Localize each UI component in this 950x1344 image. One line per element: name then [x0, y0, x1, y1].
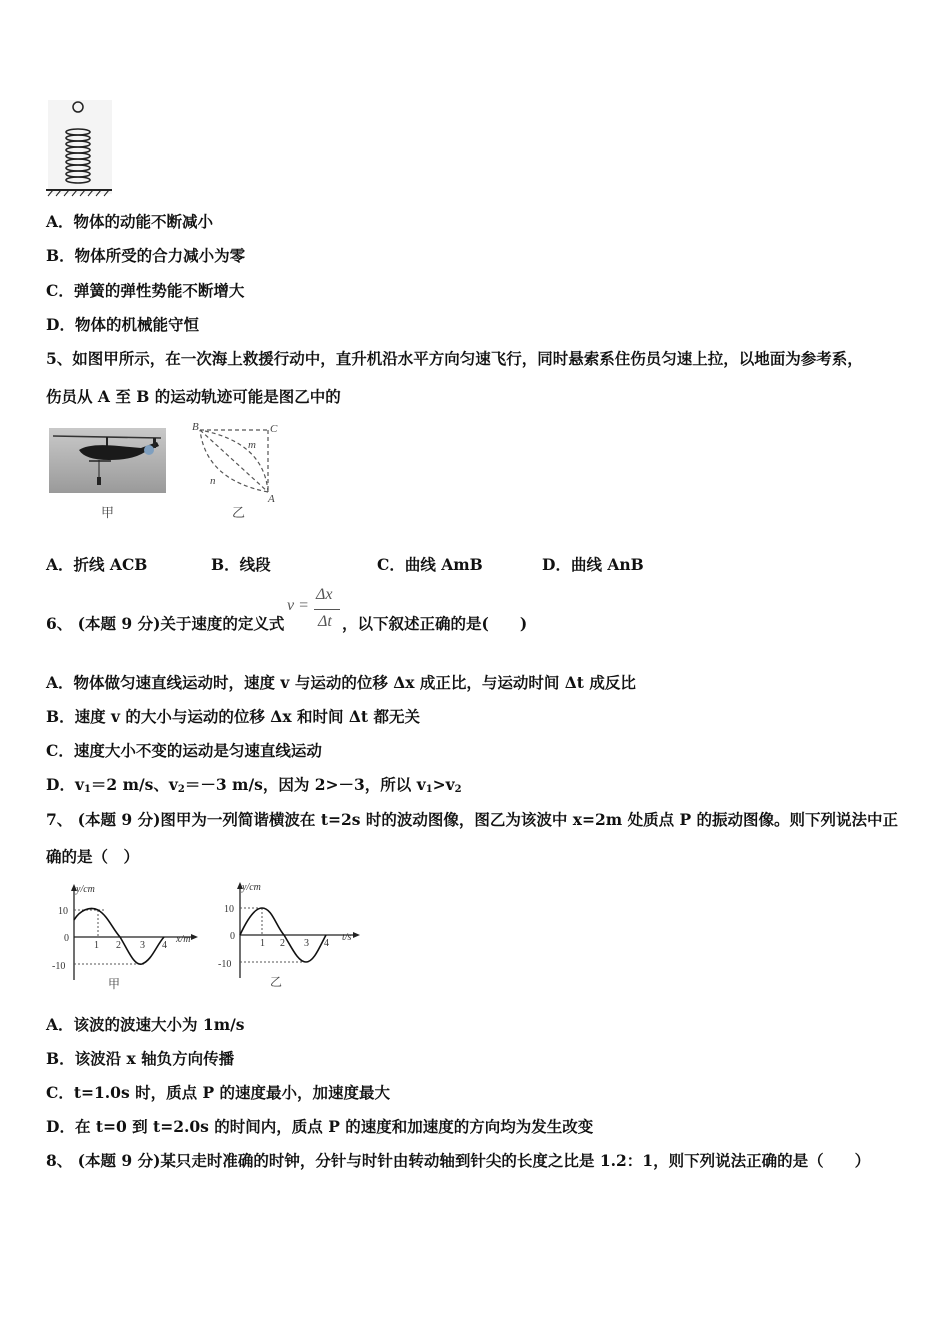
yi-xtick-4: 4 [324, 938, 329, 949]
yi-xtick-2: 2 [280, 938, 285, 949]
jia-ytick-10: 10 [58, 906, 68, 917]
q4-option-a: A．物体的动能不断减小 [46, 212, 214, 231]
jia-ytick-n10: -10 [52, 961, 66, 972]
spring-figure [44, 96, 116, 198]
yi-xtick-3: 3 [304, 938, 309, 949]
q6-stem-after: ，以下叙述正确的是( ) [342, 614, 528, 633]
label-m: m [248, 439, 256, 451]
jia-ylabel: y/cm [76, 884, 95, 895]
jia-xtick-1: 1 [94, 940, 99, 951]
helicopter-photo [49, 428, 166, 493]
q7-option-d: D．在 t=0 到 t=2.0s 的时间内，质点 P 的速度和加速度的方向均为发生改变 [46, 1117, 594, 1136]
yi-xlabel: t/s [342, 932, 352, 943]
q6-stem-before: 6、 (本题 9 分)关于速度的定义式 [46, 614, 285, 633]
jia-xlabel: x/m [176, 934, 191, 945]
wave-graph-jia [46, 880, 200, 992]
q7-option-a: A．该波的波速大小为 1m/s [46, 1015, 245, 1034]
label-a: A [268, 493, 275, 504]
fig-jia-caption-text: 甲 [101, 506, 115, 521]
yi-ytick-0: 0 [230, 931, 235, 942]
q6-option-d: D．$v_1=2$ m/s、$v_2=-3$ m/s，因为 2>－3，所以 $v_1>v_2$ [46, 775, 462, 795]
jia-xtick-4: 4 [162, 940, 167, 951]
jia-ytick-0: 0 [64, 933, 69, 944]
label-c: C [270, 423, 278, 435]
yi-ylabel: y/cm [242, 882, 261, 893]
q7-stem-line2: 确的是（ ） [46, 847, 140, 866]
yi-ytick-n10: -10 [218, 959, 232, 970]
q4-option-b: B．物体所受的合力减小为零 [46, 246, 246, 265]
q5-option-a: A．折线 ACB [46, 555, 148, 574]
q8-stem: 8、 (本题 9 分)某只走时准确的时钟，分针与时针由转动轴到针尖的长度之比是 1.2：1，则下列说法正确的是（ ） [46, 1151, 871, 1170]
yi-caption: 乙 [270, 975, 283, 989]
formula-numerator: Δx [316, 586, 333, 603]
q7-option-b: B．该波沿 x 轴负方向传播 [46, 1049, 235, 1068]
q5-option-d: D．曲线 AnB [542, 555, 644, 574]
fraction-bar [314, 609, 340, 610]
vibration-graph-yi [214, 878, 362, 990]
trajectory-diagram [188, 418, 286, 504]
yi-xtick-1: 1 [260, 938, 265, 949]
q4-option-c: C．弹簧的弹性势能不断增大 [46, 281, 245, 300]
formula-denominator: Δt [318, 613, 332, 630]
label-n: n [210, 475, 216, 487]
q5-stem-line2: 伤员从 A 至 B 的运动轨迹可能是图乙中的 [46, 387, 341, 406]
jia-xtick-2: 2 [116, 940, 121, 951]
q6-option-c: C．速度大小不变的运动是匀速直线运动 [46, 741, 322, 760]
q4-option-d: D．物体的机械能守恒 [46, 315, 199, 334]
formula-lhs: v = [287, 597, 309, 614]
label-b: B [192, 421, 199, 433]
q5-option-c: C．曲线 AmB [377, 555, 483, 574]
yi-ytick-10: 10 [224, 904, 234, 915]
q5-option-b: B．线段 [211, 555, 271, 574]
q6-option-b: B．速度 v 的大小与运动的位移 Δx 和时间 Δt 都无关 [46, 707, 420, 726]
jia-caption: 甲 [108, 977, 121, 991]
q7-option-c: C．t=1.0s 时，质点 P 的速度最小，加速度最大 [46, 1083, 391, 1102]
q7-stem-line1: 7、 (本题 9 分)图甲为一列简谐横波在 t=2s 时的波动图像，图乙为该波中 x=2m 处质点 P 的振动图像。则下列说法中正 [46, 810, 899, 829]
fig-yi-caption: 乙 [232, 506, 246, 521]
q6-option-a: A．物体做匀速直线运动时，速度 v 与运动的位移 Δx 成正比，与运动时间 Δt 成反比 [46, 673, 636, 692]
q5-stem-line1: 5、如图甲所示，在一次海上救援行动中，直升机沿水平方向匀速飞行，同时悬索系住伤员匀速上拉，以地面为参考系， [46, 349, 863, 368]
jia-xtick-3: 3 [140, 940, 145, 951]
